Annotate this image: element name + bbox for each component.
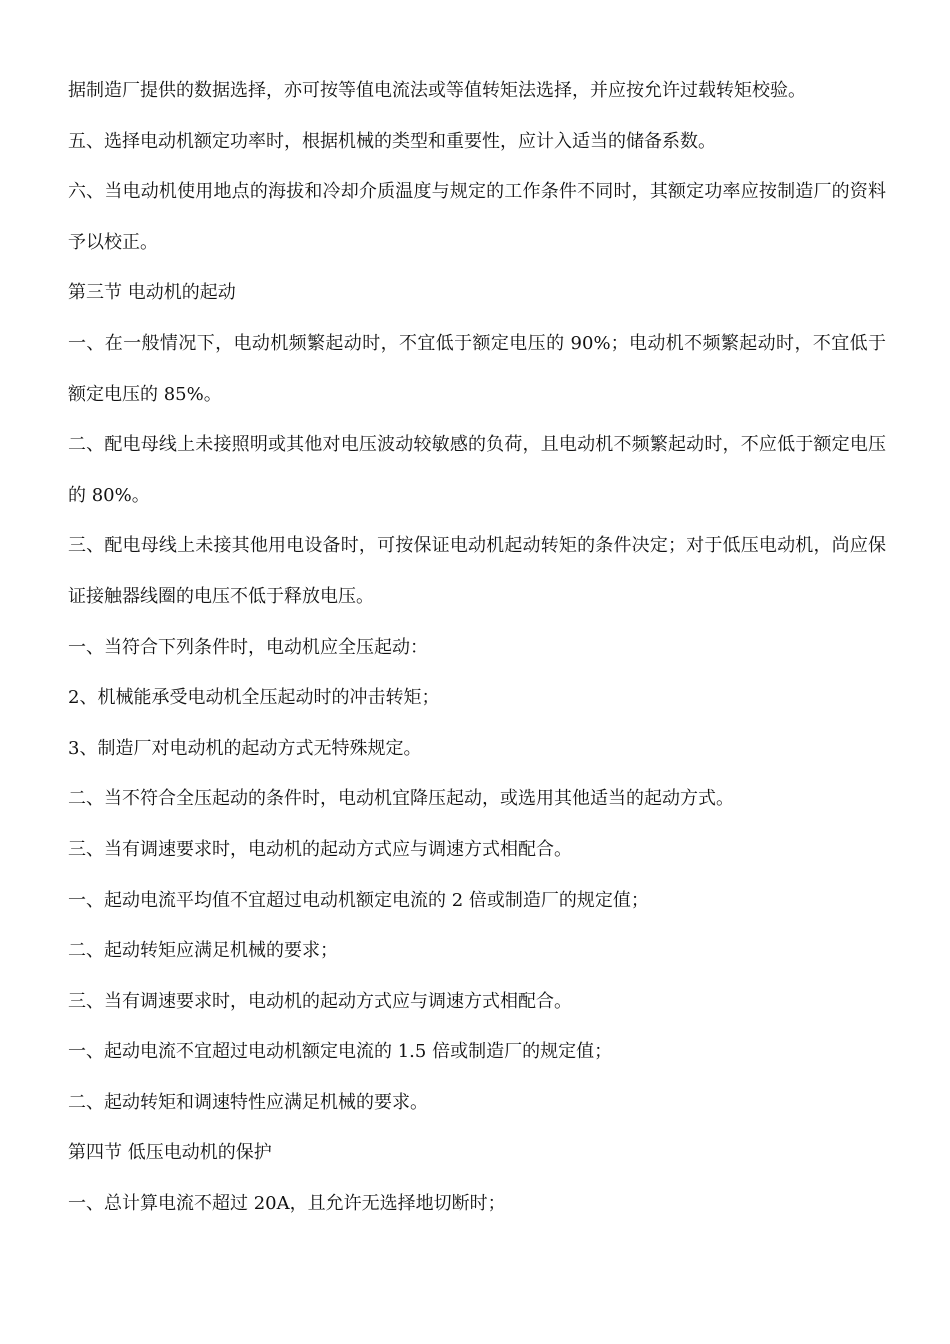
paragraph-item-3: 三、当有调速要求时，电动机的起动方式应与调速方式相配合。 [68,838,572,860]
section-heading-3: 第三节 电动机的起动 [68,282,236,304]
paragraph-subitem-2: 2、机械能承受电动机全压起动时的冲击转矩； [68,687,440,709]
document-page [68,66,886,1230]
paragraph-item-3: 三、配电母线上未接其他用电设备时，可按保证电动机起动转矩的条件决定；对于低压电动机，尚应保证接触器线圈的电压不低于释放电压。 [68,535,886,607]
paragraph-item-5: 五、选择电动机额定功率时，根据机械的类型和重要性，应计入适当的储备系数。 [68,130,716,152]
paragraph-item-1: 一、当符合下列条件时，电动机应全压起动： [68,636,428,658]
paragraph-continuation: 据制造厂提供的数据选择，亦可按等值电流法或等值转矩法选择，并应按允许过载转矩校验。 [68,80,806,101]
paragraph-item-6: 六、当电动机使用地点的海拔和冷却介质温度与规定的工作条件不同时，其额定功率应按制造厂的资料予以校正。 [68,181,886,253]
paragraph-item-2: 二、当不符合全压起动的条件时，电动机宜降压起动，或选用其他适当的起动方式。 [68,788,734,810]
paragraph-item-2: 二、起动转矩和调速特性应满足机械的要求。 [68,1091,428,1113]
paragraph-item-1: 一、起动电流不宜超过电动机额定电流的 1.5 倍或制造厂的规定值； [68,1041,613,1063]
paragraph-item-2: 二、起动转矩应满足机械的要求； [68,940,338,962]
section-heading-4: 第四节 低压电动机的保护 [68,1142,272,1164]
paragraph-item-2: 二、配电母线上未接照明或其他对电压波动较敏感的负荷，且电动机不频繁起动时，不应低于额定电压的 80%。 [68,434,886,506]
paragraph-subitem-3: 3、制造厂对电动机的起动方式无特殊规定。 [68,737,422,759]
paragraph-item-1: 一、总计算电流不超过 20A，且允许无选择地切断时； [68,1193,506,1215]
paragraph-item-1: 一、在一般情况下，电动机频繁起动时，不宜低于额定电压的 90%；电动机不频繁起动时，不宜低于额定电压的 85%。 [68,332,886,405]
paragraph-item-1: 一、起动电流平均值不宜超过电动机额定电流的 2 倍或制造厂的规定值； [68,889,649,911]
paragraph-item-3: 三、当有调速要求时，电动机的起动方式应与调速方式相配合。 [68,990,572,1012]
